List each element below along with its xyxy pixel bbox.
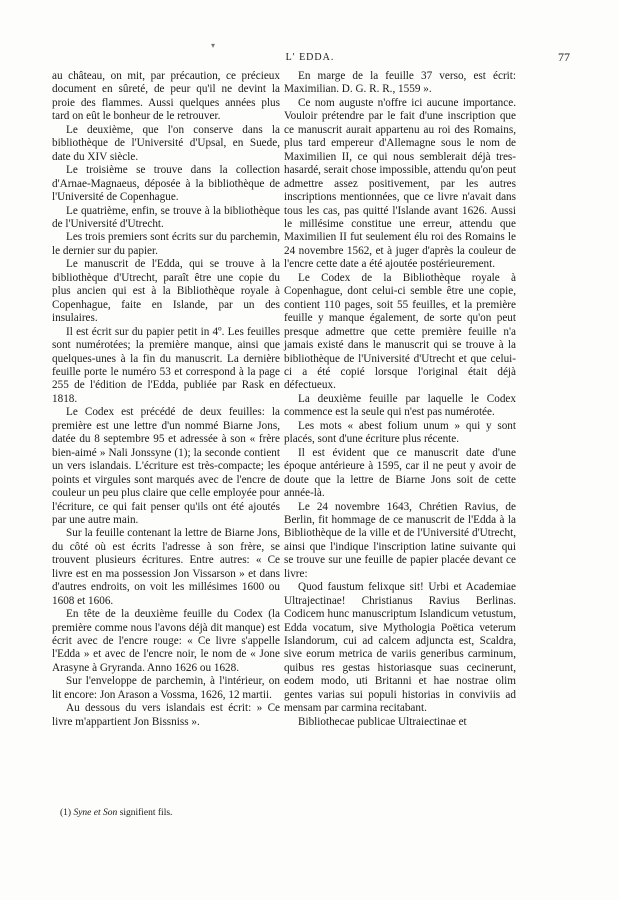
paragraph: Le Codex est précédé de deux feuilles: la première est une lettre d'un nommé Biarne Jons, datée du 8 septembre 95 et adressée à son « frère bien-aimé » Nali Jonssyne (1); la seconde contient un vers islandais. L'écriture est très-compacte; les points et virgules sont marqués avec de l'encre de couleur un peu plus claire que celle employée pour l'écriture, ce qui fait penser qu'ils ont été ajoutés par une autre main. xyxy=(52,406,281,526)
paragraph: Quod faustum felixque sit! Urbi et Academiae Ultrajectinae! Christianus Ravius Berlinas. Codicem hunc manuscriptum Islandicum vetustum, Edda vocatum, sive Mythologia Poëtica veterum Islandorum, cui ad calcem adjuncta est, Scaldra, sive eorum metrica de variis generibus carminum, quibus res gestas historiasque suas cecinerunt, eodem modo, uti Britanni et hae nostrae olim gentes varias sui populi historias in conviviis ad mensam par carmina recitabant. xyxy=(284,581,516,715)
footnote xyxy=(60,808,172,818)
paragraph: Ce nom auguste n'offre ici aucune importance. Vouloir prétendre par le fait d'une inscription que ce manuscrit aurait appartenu au roi des Romains, plus tard empereur d'Allemagne sous le nom de Maximilien II, ce qui nous semblerait déjà tres-hasardé, serait chose impossible, attendu qu'on peut admettre assez positivement, par les autres inscriptions mentionnées, que ce livre n'avait dans tous les cas, pas quitté l'Islande avant 1626. Aussi le millésime constitue une erreur, attendu que Maximilien II fut seulement élu roi des Romains le 24 novembre 1562, et à juger d'après la couleur de l'encre cette date a été ajoutée postérieurement. xyxy=(284,96,516,271)
footnote-marker: (1) xyxy=(60,808,72,818)
footnote-text: signifient fils. xyxy=(119,808,173,818)
right-column xyxy=(284,70,516,729)
running-head: L' EDDA. xyxy=(285,52,335,63)
scan-speck: ▾ xyxy=(211,41,216,50)
paragraph: La deuxième feuille par laquelle le Codex commence est la seule qui n'est pas numérotée. xyxy=(284,392,516,419)
paragraph: Bibliothecae publicae Ultraiectinae et xyxy=(298,715,467,728)
paragraph: En tête de la deuxième feuille du Codex (la première comme nous l'avons déjà dit manque) est écrit avec de l'encre rouge: « Ce livre s'appelle l'Edda » et avec de l'encre noir, le nom de « Jone Arasyne à Gryranda. Anno 1626 ou 1628. xyxy=(52,608,280,674)
paragraph: Le manuscrit de l'Edda, qui se trouve à la bibliothèque d'Utrecht, paraît être une copie du plus ancien qui est à la Bibliothèque royale à Copenhague, faite en Islande, par un des insulaires. xyxy=(52,258,280,325)
paragraph: Le Codex de la Bibliothèque royale à Copenhague, dont celui-ci semble être une copie, contient 110 pages, soit 55 feuilles, et la première feuille y manque également, de sorte qu'on peut presque admettre que cette première feuille n'a jamais existé dans le manuscrit qui se trouve à la bibliothèque de l'Université d'Utrecht et que celui-ci a été copié lorsque l'original était déjà défectueux. xyxy=(284,271,516,392)
page-number: 77 xyxy=(558,50,570,64)
paragraph: Il est écrit sur du papier petit in 4º. Les feuilles sont numérotées; la première manque, ainsi que quelques-unes à la fin du manuscrit. La dernière feuille porte le numéro 53 et correspond à la page 255 de l'édition de l'Edda, publiée par Rask en 1818. xyxy=(52,325,280,405)
paragraph: Au dessous du vers islandais est écrit: » Ce livre m'appartient Jon Bissniss ». xyxy=(52,702,280,728)
page-header xyxy=(50,50,570,66)
paragraph: au château, on mit, par précaution, ce précieux document en sûreté, de peur qu'il ne devint la proie des flammes. Aussi quelques années plus tard on eût le bonheur de le retrouver. xyxy=(52,70,280,123)
left-column xyxy=(52,70,280,729)
paragraph: Le deuxième, que l'on conserve dans la bibliothèque de l'Université d'Upsal, en Suede, date du XIV siècle. xyxy=(52,123,280,163)
paragraph: Il est évident que ce manuscrit date d'une époque antérieure à 1595, car il ne peut y avoir de doute que la lettre de Biarne Jons soit de cette année-là. xyxy=(284,446,516,500)
paragraph: Le 24 novembre 1643, Chrétien Ravius, de Berlin, fit hommage de ce manuscrit de l'Edda à la Bibliothèque de la ville et de l'Université d'Utrecht, ainsi que l'indique l'inscription latine suivante qui se trouve sur une feuille de papier placée devant ce livre: xyxy=(284,500,516,580)
paragraph: En marge de la feuille 37 verso, est écrit: Maximilian. D. G. R. R., 1559 ». xyxy=(284,70,516,96)
paragraph: Le quatrième, enfin, se trouve à la bibliothèque de l'Université d'Utrecht. xyxy=(52,204,280,230)
paragraph: Sur la feuille contenant la lettre de Biarne Jons, du côté où est écrits l'adresse à son frère, se trouvent plusieurs écritures. Entre autres: « Ce livre est en ma possession Jon Vissarson » et dans d'autres endroits, on voit les millésimes 1600 ou 1608 et 1606. xyxy=(52,527,280,607)
paragraph: Les mots « abest folium unum » qui y sont placés, sont d'une écriture plus récente. xyxy=(284,419,516,446)
paragraph: Les trois premiers sont écrits sur du parchemin, le dernier sur du papier. xyxy=(52,231,280,257)
paragraph: Sur l'enveloppe de parchemin, à l'intérieur, on lit encore: Jon Arason a Vossma, 1626, 12 martii. xyxy=(52,675,280,701)
footnote-italic: Syne et Son xyxy=(73,808,118,818)
paragraph: Le troisième se trouve dans la collection d'Arnae-Magnaeus, déposée à la bibliothèque de l'Université de Copenhague. xyxy=(52,164,280,204)
